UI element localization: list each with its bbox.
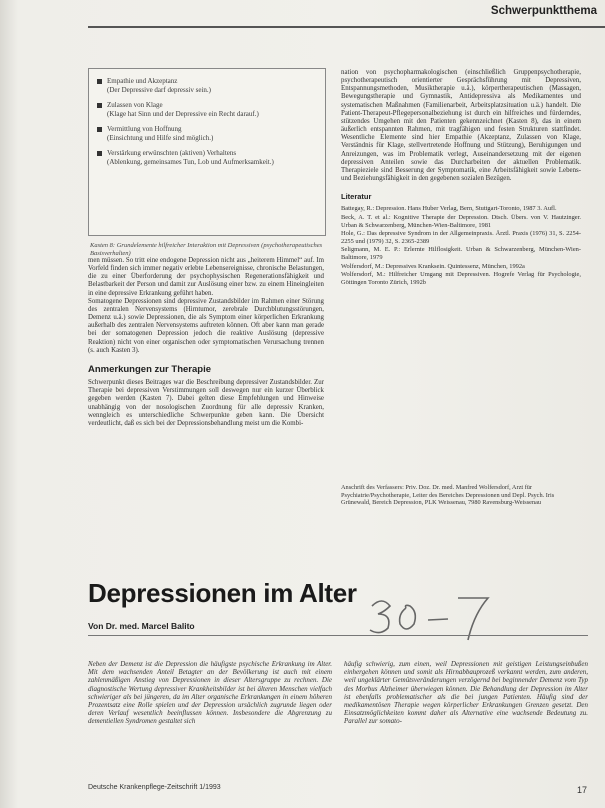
info-box-item-detail: (Einsichtung und Hilfe sind möglich.) xyxy=(107,134,214,142)
info-box-item-title: Zulassen von Klage xyxy=(107,101,163,109)
body-paragraph: nation von psychopharmakologischen (einschließlich Gruppenpsychotherapie, psychotherapeutisch orientierter Gesprächsführung mit Depressiven, Entspannungsmethoden, Musiktherapie u.ä.), körpertherapeutischen (Massagen, Bewegungstherapie und Gymnastik, Antidepressiva als Medikamentes und systematischen Maßnahmen (Familienarbeit, Arbeitsplatzsituation u.ä.) handelt. Die Patient-Therapeut-Pflegepersonalbeziehung ist durch ein hilfreiches und fürderndes, stützendes Umgehen mit den Patienten gekennzeichnet (Kasten 8), das in einem äußerlich entspannten Rahmen, mit tragfähigen und festen Strukturen stattfindet. Wesentliche Elemente sind hier Empathie (Akzeptanz, Zulassen von Klage, Verständnis für Klage, stellvertretende Hoffnung und Stützung), Beruhigungen und Anreizungen, was im Problematik verlegt, Auseinandersetzung mit der eigenen depressiven Anteilen sowie das Durcharbeiten der aktuellen Problematik. Therapieziele sind Besserung der Symptomatik, eine Arbeitsfähigkeit sowie Lebens- und Beziehungsfähigkeit in den gegebenen sozialen Bezügen. xyxy=(341,69,581,183)
journal-footer: Deutsche Krankenpflege-Zeitschrift 1/1993 xyxy=(88,784,221,791)
therapy-subheading: Anmerkungen zur Therapie xyxy=(88,363,211,375)
body-paragraph: Somatogene Depressionen sind depressive Zustandsbilder im Rahmen einer Störung des zentralen Nervensystems (Hirntumor, zerebrale Durchblutungsstörungen, Demenz u.ä.) sowie Depressionen, die als Symptom einer körperlichen Erkrankung außerhalb des zentralen Nervensystems auftreten können. Oft aber kann man gerade bei der somatogenen Depression jedoch die reaktive Auslösung (depressive Reaktion) nicht von einer organischen oder symptomatischen Verursachung trennen (s. auch Kasten 3). xyxy=(88,297,324,354)
literature-list xyxy=(341,205,581,286)
literature-entry: Battegay, R.: Depression. Hans Huber Verlag, Bern, Stuttgart-Toronto, 1987 3. Aufl. xyxy=(341,205,557,213)
literature-entry: Wolfersdorf, M.: Depressives Kranksein. Quintessenz, München, 1992a xyxy=(341,262,525,270)
article-author: Von Dr. med. Marcel Balito xyxy=(88,621,195,631)
info-box-item-title: Vermittlung von Hoffnung xyxy=(107,125,182,133)
info-box-item xyxy=(97,125,319,143)
info-box-list xyxy=(89,69,325,167)
abstract-column-right: häufig schwierig, zum einen, weil Depressionen mit geistigen Leistungseinbußen einhergehen können und somit als Hirnabbauprozeß verkannt werden, zum anderen, weil ungeklärter Gemütsveränderungen verzögernd bei beginnender Demenz vom Typ des Morbus Alzheimer überwiegen können. Die Behandlung der Depression im Alter ist ebenfalls problematischer als die bei jungen Patienten. Häufig sind der medikamentösen Therapie wegen körperlicher Erkrankungen Grenzen gesetzt. Den Einsatzmöglichkeiten kommt daher als Alternative eine wachsende Bedeutung zu. Parallel zur somato- xyxy=(344,660,588,726)
article-title: Depressionen im Alter xyxy=(88,578,357,608)
section-header-title: Schwerpunktthema xyxy=(490,5,597,17)
info-box-item-detail: (Klage hat Sinn und der Depressive ein Recht darauf.) xyxy=(107,110,259,118)
article-rule xyxy=(88,635,588,636)
page-number: 17 xyxy=(576,785,587,795)
info-box xyxy=(88,68,326,236)
abstract-column-left: Neben der Demenz ist die Depression die häufigste psychische Erkrankung im Alter. Mit dem wachsenden Anteil Betagter an der Bevölkerung ist auch mit einem zahlenmäßigen Anstieg von Depressionen in dieser Altersgruppe zu rechnen. Die diagnostische Wertung depressiver Krankheitsbilder ist bei älteren Menschen vielfach schwieriger als bei jüngeren, da im Alter organische Erkrankungen in einem höheren Prozentsatz eine Rolle spielen und der Depression ursächlich zugrunde liegen oder deren Verlauf wesentlich beeinflussen können. Insbesondere die Abgrenzung zu dementiellen Syndromen gestaltet sich xyxy=(88,660,332,726)
author-address: Anschrift des Verfassers: Priv. Doz. Dr. med. Manfred Wolfersdorf, Arzt für Psychiatrie/Psychotherapie, Leiter des Bereiches Depressionen und Depl. Psych. Iris Grünewald, Bereich Depression, PLK Weissenau, 7980 Ravensburg-Weissenau xyxy=(341,484,555,507)
right-text-column xyxy=(341,69,581,287)
info-box-item xyxy=(97,77,319,95)
literature-entry: Hole, G.: Das depressive Syndrom in der Allgemeinpraxis. Ärztl. Praxis (1976) 31, S. 2254-2255 und (1979) 32, S. 2365-2389 xyxy=(341,230,581,245)
literature-entry: Seligmann, M. E. P.: Erlernte Hilflosigkeit. Urban & Schwarzenberg, München-Wien-Baltimore, 1979 xyxy=(341,246,581,261)
info-box-item-detail: (Ablenkung, gemeinsames Tun, Lob und Aufmerksamkeit.) xyxy=(107,158,274,166)
body-paragraph: men müssen. So tritt eine endogene Depression nicht aus „heiterem Himmel“ auf. Im Vorfeld finden sich immer negativ erlebte Lebensereignisse, chronische Belastungen, die zu einer Überforderung der psychophysischen Regenerationsfähigkeit und Belastbarkeit der Person und damit zur Auslösung einer bzw. zu einem Hineingleiten in eine depressive Erkrankung geführt haben. xyxy=(88,257,324,297)
left-text-column xyxy=(88,257,324,428)
literature-entry: Beck, A. T. et al.: Kognitive Therapie der Depression. Dtsch. Übers. von V. Hautzinger. Urban & Schwarzenberg, München-Wien-Baltimore, 1981 xyxy=(341,213,581,229)
literature-heading: Literatur xyxy=(341,192,372,202)
body-paragraph: Schwerpunkt dieses Beitrages war die Beschreibung depressiver Zustandsbilder. Zur Therapie bei depressiven Verstimmungen soll deswegen nur ein kurzer Überblick gegeben werden (Kasten 7). Dabei gelten diese Empfehlungen und Hinweise unabhängig von der nosologischen Zuordnung für alle depressiv Kranken, wenngleich es unterschiedliche Schwerpunkte geben kann. Die Übersicht verdeutlicht, daß es sich bei der Depressionsbehandlung meist um die Kombi- xyxy=(88,379,324,427)
box-caption: Kasten 8: Grundelemente hilfreicher Interaktion mit Depressiven (psychotherapeutisches Basisverhalten) xyxy=(90,242,323,257)
article-abstract xyxy=(88,660,588,726)
header-rule xyxy=(88,26,605,28)
info-box-item-title: Empathie und Akzeptanz xyxy=(107,77,178,85)
info-box-item xyxy=(97,149,319,167)
handwritten-note xyxy=(366,592,492,644)
literature-entry: Wolfersdorf, M.: Hilfreicher Umgang mit Depressiven. Hogrefe Verlag für Psychologie, Göttingen Toronto Zürich, 1992b xyxy=(341,271,581,286)
info-box-item-detail: (Der Depressive darf depressiv sein.) xyxy=(107,86,211,94)
info-box-item-title: Verstärkung erwünschten (aktiven) Verhaltens xyxy=(107,149,237,157)
info-box-item xyxy=(97,101,319,119)
